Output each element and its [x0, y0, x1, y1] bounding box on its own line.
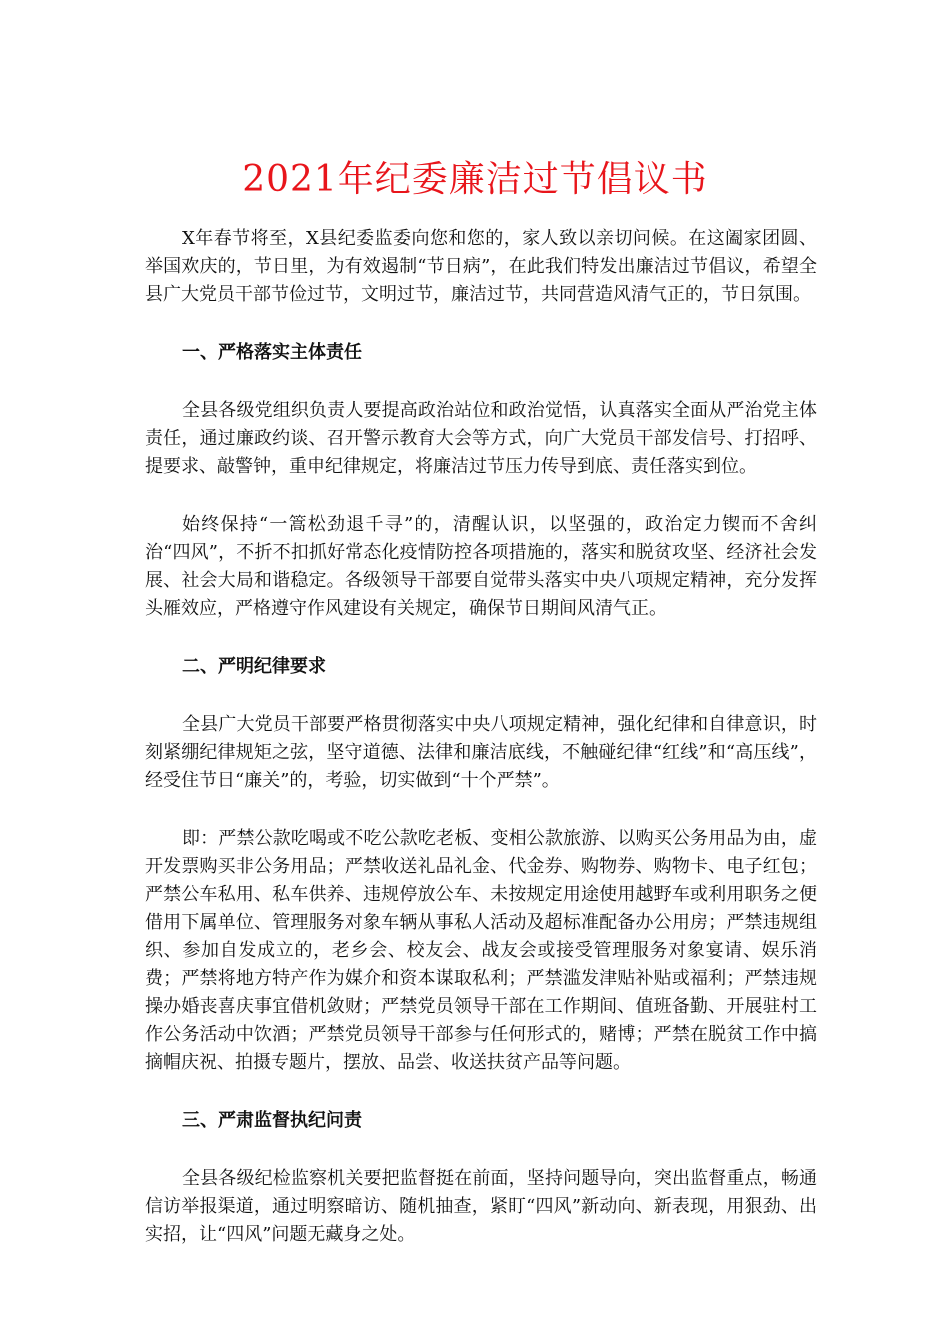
- section-heading-2: 二、严明纪律要求: [182, 656, 326, 677]
- intro-paragraph: X年春节将至，X县纪委监委向您和您的，家人致以亲切问候。在这阖家团圆、举国欢庆的，节日里，为有效遏制“节日病”，在此我们特发出廉洁过节倡议，希望全县广大党员干部节俭过节，文明过节，廉洁过节，共同营造风清气正的，节日氛围。: [145, 228, 817, 305]
- section-1-paragraph-1: 全县各级党组织负责人要提高政治站位和政治觉悟，认真落实全面从严治党主体责任，通过廉政约谈、召开警示教育大会等方式，向广大党员干部发信号、打招呼、提要求、敲警钟，重申纪律规定，将廉洁过节压力传导到底、责任落实到位。: [145, 400, 817, 477]
- section-heading-3: 三、严肃监督执纪问责: [182, 1110, 362, 1131]
- section-2-paragraph-2: 即：严禁公款吃喝或不吃公款吃老板、变相公款旅游、以购买公务用品为由，虚开发票购买非公务用品；严禁收送礼品礼金、代金券、购物券、购物卡、电子红包；严禁公车私用、私车供养、违规停放公车、未按规定用途使用越野车或利用职务之便借用下属单位、管理服务对象车辆从事私人活动及超标准配备办公用房；严禁违规组织、参加自发成立的，老乡会、校友会、战友会或接受管理服务对象宴请、娱乐消费；严禁将地方特产作为媒介和资本谋取私利；严禁滥发津贴补贴或福利；严禁违规操办婚丧喜庆事宜借机敛财；严禁党员领导干部在工作期间、值班备勤、开展驻村工作公务活动中饮酒；严禁党员领导干部参与任何形式的，赌博；严禁在脱贫工作中搞摘帽庆祝、拍摄专题片，摆放、品尝、收送扶贫产品等问题。: [145, 828, 817, 1073]
- section-heading-1: 一、严格落实主体责任: [182, 342, 362, 363]
- document-body: [145, 225, 817, 1279]
- section-3-paragraph-1: 全县各级纪检监察机关要把监督挺在前面，坚持问题导向，突出监督重点，畅通信访举报渠道，通过明察暗访、随机抽查，紧盯“四风”新动向、新表现，用狠劲、出实招，让“四风”问题无藏身之处。: [145, 1168, 817, 1245]
- section-2-paragraph-1: 全县广大党员干部要严格贯彻落实中央八项规定精神，强化纪律和自律意识，时刻紧绷纪律规矩之弦，坚守道德、法律和廉洁底线，不触碰纪律“红线”和“高压线”，经受住节日“廉关”的，考验，切实做到“十个严禁”。: [145, 714, 817, 791]
- document-title: 2021年纪委廉洁过节倡议书: [242, 159, 708, 200]
- section-1-paragraph-2: 始终保持“一篙松劲退千寻”的，清醒认识，以坚强的，政治定力锲而不舍纠治“四风”，不折不扣抓好常态化疫情防控各项措施的，落实和脱贫攻坚、经济社会发展、社会大局和谐稳定。各级领导干部要自觉带头落实中央八项规定精神，充分发挥头雁效应，严格遵守作风建设有关规定，确保节日期间风清气正。: [145, 514, 817, 619]
